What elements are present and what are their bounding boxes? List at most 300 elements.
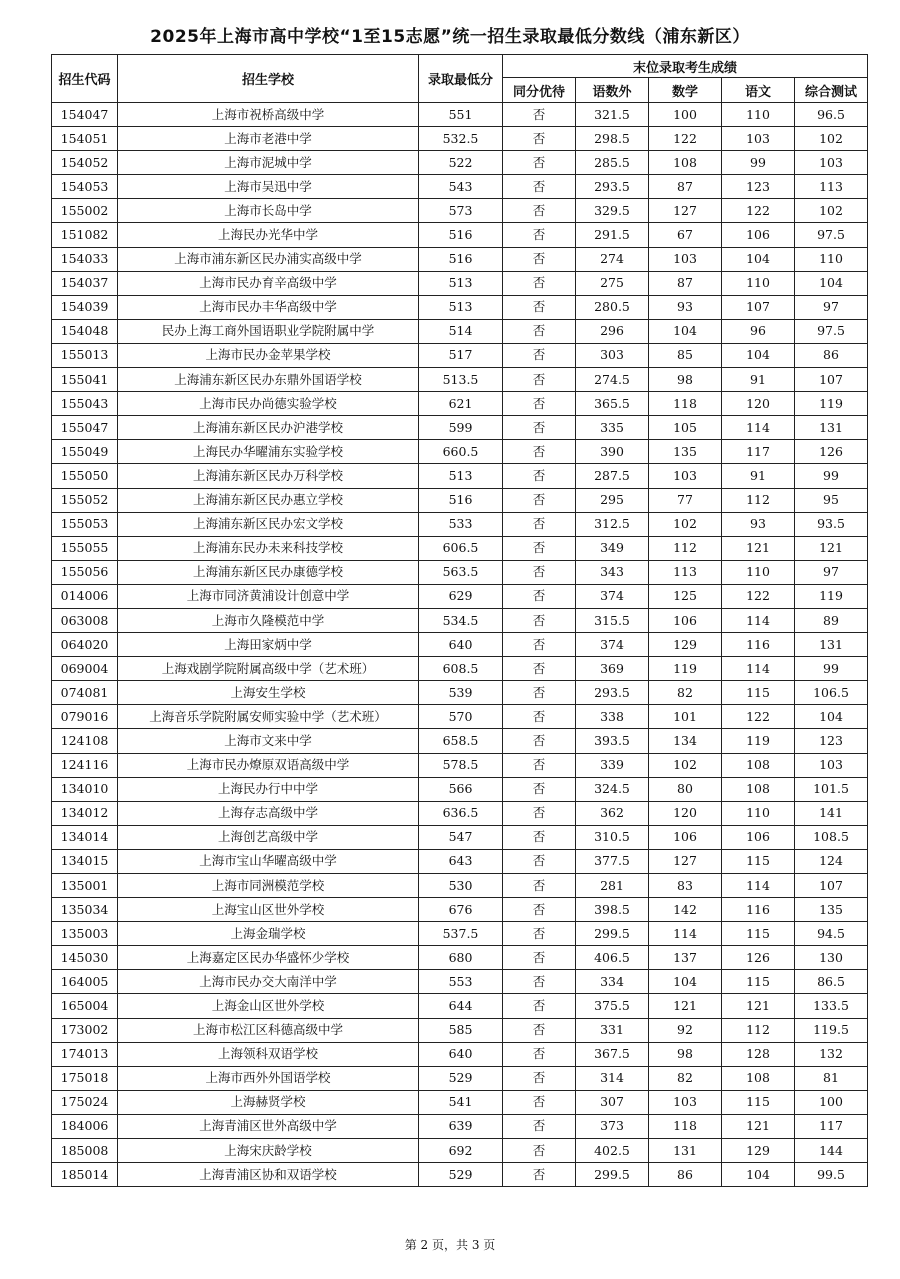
cell-yushuwai: 339	[576, 753, 649, 777]
cell-chinese: 96	[722, 319, 795, 343]
cell-chinese: 117	[722, 440, 795, 464]
cell-math: 101	[649, 705, 722, 729]
header-tie: 同分优待	[503, 78, 576, 103]
cell-school: 上海领科双语学校	[118, 1042, 419, 1066]
cell-chinese: 129	[722, 1139, 795, 1163]
cell-tie: 否	[503, 657, 576, 681]
cell-code: 079016	[52, 705, 118, 729]
cell-chinese: 112	[722, 1018, 795, 1042]
cell-math: 98	[649, 1042, 722, 1066]
cell-math: 142	[649, 898, 722, 922]
table-row	[52, 512, 868, 536]
cell-min-score: 643	[419, 849, 503, 873]
cell-tie: 否	[503, 874, 576, 898]
table-row	[52, 536, 868, 560]
cell-math: 87	[649, 175, 722, 199]
header-chinese: 语文	[722, 78, 795, 103]
cell-yushuwai: 374	[576, 633, 649, 657]
cell-comprehensive: 121	[795, 536, 868, 560]
cell-yushuwai: 331	[576, 1018, 649, 1042]
cell-tie: 否	[503, 1018, 576, 1042]
cell-code: 155002	[52, 199, 118, 223]
cell-chinese: 108	[722, 777, 795, 801]
cell-yushuwai: 374	[576, 584, 649, 608]
cell-chinese: 99	[722, 151, 795, 175]
cell-school: 上海市同济黄浦设计创意中学	[118, 584, 419, 608]
cell-chinese: 115	[722, 1090, 795, 1114]
cell-comprehensive: 100	[795, 1090, 868, 1114]
cell-min-score: 606.5	[419, 536, 503, 560]
table-row	[52, 1114, 868, 1138]
cell-school: 上海戏剧学院附属高级中学（艺术班）	[118, 657, 419, 681]
cell-tie: 否	[503, 777, 576, 801]
cell-min-score: 537.5	[419, 922, 503, 946]
cell-min-score: 599	[419, 416, 503, 440]
cell-tie: 否	[503, 705, 576, 729]
cell-tie: 否	[503, 151, 576, 175]
cell-yushuwai: 349	[576, 536, 649, 560]
cell-tie: 否	[503, 1114, 576, 1138]
cell-min-score: 541	[419, 1090, 503, 1114]
cell-min-score: 585	[419, 1018, 503, 1042]
page-title: 2025年上海市高中学校“1至15志愿”统一招生录取最低分数线（浦东新区）	[150, 27, 750, 47]
cell-yushuwai: 295	[576, 488, 649, 512]
table-row	[52, 584, 868, 608]
cell-comprehensive: 106.5	[795, 681, 868, 705]
cell-school: 上海市同洲模范学校	[118, 874, 419, 898]
cell-code: 154037	[52, 271, 118, 295]
cell-comprehensive: 144	[795, 1139, 868, 1163]
cell-yushuwai: 329.5	[576, 199, 649, 223]
cell-tie: 否	[503, 753, 576, 777]
cell-code: 155049	[52, 440, 118, 464]
cell-code: 185014	[52, 1163, 118, 1187]
cell-min-score: 692	[419, 1139, 503, 1163]
cell-comprehensive: 81	[795, 1066, 868, 1090]
cell-tie: 否	[503, 922, 576, 946]
cell-comprehensive: 131	[795, 633, 868, 657]
cell-school: 上海金瑞学校	[118, 922, 419, 946]
cell-comprehensive: 86	[795, 343, 868, 367]
cell-school: 上海市久隆模范中学	[118, 608, 419, 632]
cell-chinese: 114	[722, 608, 795, 632]
cell-tie: 否	[503, 103, 576, 127]
cell-code: 135001	[52, 874, 118, 898]
cell-min-score: 570	[419, 705, 503, 729]
cell-comprehensive: 119	[795, 584, 868, 608]
table-row	[52, 1066, 868, 1090]
cell-yushuwai: 373	[576, 1114, 649, 1138]
cell-comprehensive: 141	[795, 801, 868, 825]
table-row	[52, 271, 868, 295]
table-row	[52, 898, 868, 922]
cell-min-score: 522	[419, 151, 503, 175]
cell-school: 上海市宝山华曜高级中学	[118, 849, 419, 873]
cell-yushuwai: 275	[576, 271, 649, 295]
header-school: 招生学校	[118, 55, 419, 103]
cell-tie: 否	[503, 801, 576, 825]
cell-math: 104	[649, 970, 722, 994]
cell-min-score: 629	[419, 584, 503, 608]
cell-code: 155052	[52, 488, 118, 512]
cell-min-score: 551	[419, 103, 503, 127]
cell-comprehensive: 96.5	[795, 103, 868, 127]
cell-tie: 否	[503, 970, 576, 994]
cell-tie: 否	[503, 1066, 576, 1090]
cell-math: 112	[649, 536, 722, 560]
cell-code: 124108	[52, 729, 118, 753]
table-row	[52, 801, 868, 825]
cell-min-score: 640	[419, 633, 503, 657]
cell-math: 127	[649, 849, 722, 873]
cell-yushuwai: 296	[576, 319, 649, 343]
cell-yushuwai: 293.5	[576, 175, 649, 199]
table-row	[52, 753, 868, 777]
table-row	[52, 922, 868, 946]
cell-tie: 否	[503, 729, 576, 753]
table-row	[52, 946, 868, 970]
cell-school: 上海市民办交大南洋中学	[118, 970, 419, 994]
cell-math: 137	[649, 946, 722, 970]
cell-min-score: 539	[419, 681, 503, 705]
cell-tie: 否	[503, 898, 576, 922]
cell-math: 85	[649, 343, 722, 367]
cell-code: 135003	[52, 922, 118, 946]
cell-math: 131	[649, 1139, 722, 1163]
cell-yushuwai: 314	[576, 1066, 649, 1090]
cell-chinese: 93	[722, 512, 795, 536]
cell-tie: 否	[503, 584, 576, 608]
cell-chinese: 126	[722, 946, 795, 970]
cell-chinese: 119	[722, 729, 795, 753]
cell-chinese: 128	[722, 1042, 795, 1066]
cell-comprehensive: 99	[795, 464, 868, 488]
cell-math: 125	[649, 584, 722, 608]
cell-tie: 否	[503, 416, 576, 440]
table-row	[52, 705, 868, 729]
cell-yushuwai: 375.5	[576, 994, 649, 1018]
cell-min-score: 517	[419, 343, 503, 367]
cell-min-score: 660.5	[419, 440, 503, 464]
cell-yushuwai: 274.5	[576, 368, 649, 392]
cell-min-score: 639	[419, 1114, 503, 1138]
cell-comprehensive: 89	[795, 608, 868, 632]
cell-min-score: 516	[419, 223, 503, 247]
cell-min-score: 636.5	[419, 801, 503, 825]
cell-school: 上海浦东新区民办惠立学校	[118, 488, 419, 512]
cell-code: 175024	[52, 1090, 118, 1114]
cell-school: 上海市民办育辛高级中学	[118, 271, 419, 295]
header-math: 数学	[649, 78, 722, 103]
cell-math: 80	[649, 777, 722, 801]
cell-math: 108	[649, 151, 722, 175]
cell-yushuwai: 293.5	[576, 681, 649, 705]
cell-tie: 否	[503, 1139, 576, 1163]
table-row	[52, 319, 868, 343]
cell-tie: 否	[503, 849, 576, 873]
cell-math: 93	[649, 295, 722, 319]
cell-comprehensive: 123	[795, 729, 868, 753]
cell-yushuwai: 367.5	[576, 1042, 649, 1066]
table-row	[52, 416, 868, 440]
cell-chinese: 91	[722, 464, 795, 488]
cell-school: 上海青浦区协和双语学校	[118, 1163, 419, 1187]
cell-comprehensive: 131	[795, 416, 868, 440]
cell-chinese: 110	[722, 560, 795, 584]
cell-chinese: 110	[722, 103, 795, 127]
cell-min-score: 516	[419, 247, 503, 271]
cell-code: 154048	[52, 319, 118, 343]
cell-tie: 否	[503, 1163, 576, 1187]
cell-comprehensive: 119.5	[795, 1018, 868, 1042]
header-comprehensive: 综合测试	[795, 78, 868, 103]
cell-code: 155056	[52, 560, 118, 584]
cell-math: 103	[649, 464, 722, 488]
cell-math: 113	[649, 560, 722, 584]
cell-tie: 否	[503, 1090, 576, 1114]
cell-yushuwai: 334	[576, 970, 649, 994]
cell-tie: 否	[503, 175, 576, 199]
cell-school: 上海市泥城中学	[118, 151, 419, 175]
cell-school: 上海市长岛中学	[118, 199, 419, 223]
cell-tie: 否	[503, 343, 576, 367]
cell-school: 上海市文来中学	[118, 729, 419, 753]
cell-yushuwai: 365.5	[576, 392, 649, 416]
cell-chinese: 110	[722, 801, 795, 825]
cell-math: 83	[649, 874, 722, 898]
cell-comprehensive: 99.5	[795, 1163, 868, 1187]
cell-school: 上海市西外外国语学校	[118, 1066, 419, 1090]
cell-school: 上海民办行中中学	[118, 777, 419, 801]
cell-school: 上海青浦区世外高级中学	[118, 1114, 419, 1138]
cell-school: 上海宝山区世外学校	[118, 898, 419, 922]
cell-min-score: 640	[419, 1042, 503, 1066]
cell-tie: 否	[503, 199, 576, 223]
cell-chinese: 121	[722, 536, 795, 560]
cell-tie: 否	[503, 247, 576, 271]
cell-tie: 否	[503, 440, 576, 464]
table-row	[52, 1090, 868, 1114]
table-row	[52, 608, 868, 632]
table-row	[52, 970, 868, 994]
cell-code: 134010	[52, 777, 118, 801]
cell-chinese: 91	[722, 368, 795, 392]
cell-min-score: 547	[419, 825, 503, 849]
cell-chinese: 114	[722, 657, 795, 681]
table-row	[52, 849, 868, 873]
cell-math: 92	[649, 1018, 722, 1042]
cell-min-score: 513	[419, 271, 503, 295]
cell-code: 145030	[52, 946, 118, 970]
cell-min-score: 529	[419, 1066, 503, 1090]
cell-chinese: 120	[722, 392, 795, 416]
table-row	[52, 657, 868, 681]
cell-comprehensive: 93.5	[795, 512, 868, 536]
cell-code: 184006	[52, 1114, 118, 1138]
cell-yushuwai: 398.5	[576, 898, 649, 922]
cell-comprehensive: 95	[795, 488, 868, 512]
cell-tie: 否	[503, 319, 576, 343]
cell-school: 上海宋庆龄学校	[118, 1139, 419, 1163]
cell-comprehensive: 97	[795, 295, 868, 319]
cell-tie: 否	[503, 946, 576, 970]
cell-chinese: 110	[722, 271, 795, 295]
cell-code: 134015	[52, 849, 118, 873]
cell-math: 102	[649, 753, 722, 777]
cell-comprehensive: 99	[795, 657, 868, 681]
cell-code: 155055	[52, 536, 118, 560]
cell-chinese: 122	[722, 199, 795, 223]
cell-code: 154051	[52, 127, 118, 151]
cell-comprehensive: 113	[795, 175, 868, 199]
cell-math: 114	[649, 922, 722, 946]
cell-yushuwai: 285.5	[576, 151, 649, 175]
cell-min-score: 513	[419, 464, 503, 488]
cell-yushuwai: 369	[576, 657, 649, 681]
cell-code: 173002	[52, 1018, 118, 1042]
cell-yushuwai: 280.5	[576, 295, 649, 319]
cell-yushuwai: 362	[576, 801, 649, 825]
cell-chinese: 103	[722, 127, 795, 151]
cell-min-score: 543	[419, 175, 503, 199]
cell-chinese: 104	[722, 247, 795, 271]
cell-yushuwai: 291.5	[576, 223, 649, 247]
cell-school: 上海创艺高级中学	[118, 825, 419, 849]
cell-math: 98	[649, 368, 722, 392]
cell-school: 上海浦东新区民办沪港学校	[118, 416, 419, 440]
cell-yushuwai: 303	[576, 343, 649, 367]
cell-chinese: 122	[722, 705, 795, 729]
cell-yushuwai: 377.5	[576, 849, 649, 873]
cell-comprehensive: 97	[795, 560, 868, 584]
cell-min-score: 680	[419, 946, 503, 970]
table-row	[52, 343, 868, 367]
cell-chinese: 115	[722, 849, 795, 873]
cell-tie: 否	[503, 633, 576, 657]
cell-code: 155053	[52, 512, 118, 536]
cell-math: 121	[649, 994, 722, 1018]
cell-comprehensive: 86.5	[795, 970, 868, 994]
cell-math: 86	[649, 1163, 722, 1187]
header-yushuwai: 语数外	[576, 78, 649, 103]
table-row	[52, 729, 868, 753]
cell-yushuwai: 343	[576, 560, 649, 584]
cell-chinese: 104	[722, 1163, 795, 1187]
cell-min-score: 621	[419, 392, 503, 416]
table-row	[52, 151, 868, 175]
table-row	[52, 247, 868, 271]
cell-code: 151082	[52, 223, 118, 247]
cell-tie: 否	[503, 127, 576, 151]
cell-school: 上海市老港中学	[118, 127, 419, 151]
cell-min-score: 566	[419, 777, 503, 801]
cell-chinese: 121	[722, 1114, 795, 1138]
cell-chinese: 114	[722, 416, 795, 440]
page-footer: 第 2 页，共 3 页	[404, 1238, 496, 1252]
cell-comprehensive: 102	[795, 127, 868, 151]
cell-min-score: 578.5	[419, 753, 503, 777]
cell-math: 122	[649, 127, 722, 151]
cell-school: 民办上海工商外国语职业学院附属中学	[118, 319, 419, 343]
cell-chinese: 116	[722, 633, 795, 657]
cell-chinese: 108	[722, 1066, 795, 1090]
cell-yushuwai: 310.5	[576, 825, 649, 849]
cell-chinese: 106	[722, 825, 795, 849]
table-row	[52, 464, 868, 488]
cell-math: 135	[649, 440, 722, 464]
cell-tie: 否	[503, 488, 576, 512]
cell-chinese: 116	[722, 898, 795, 922]
cell-comprehensive: 126	[795, 440, 868, 464]
cell-tie: 否	[503, 608, 576, 632]
cell-comprehensive: 130	[795, 946, 868, 970]
cell-min-score: 530	[419, 874, 503, 898]
header-last-group: 末位录取考生成绩	[503, 55, 868, 78]
cell-comprehensive: 124	[795, 849, 868, 873]
cell-math: 106	[649, 825, 722, 849]
cell-yushuwai: 299.5	[576, 922, 649, 946]
cell-tie: 否	[503, 271, 576, 295]
cell-school: 上海安生学校	[118, 681, 419, 705]
table-row	[52, 994, 868, 1018]
cell-math: 87	[649, 271, 722, 295]
cell-chinese: 115	[722, 922, 795, 946]
cell-code: 154052	[52, 151, 118, 175]
table-row	[52, 295, 868, 319]
cell-code: 154039	[52, 295, 118, 319]
cell-code: 155041	[52, 368, 118, 392]
cell-code: 134014	[52, 825, 118, 849]
cell-comprehensive: 132	[795, 1042, 868, 1066]
cell-tie: 否	[503, 223, 576, 247]
cell-math: 129	[649, 633, 722, 657]
cell-chinese: 107	[722, 295, 795, 319]
cell-yushuwai: 321.5	[576, 103, 649, 127]
cell-code: 064020	[52, 633, 118, 657]
cell-comprehensive: 97.5	[795, 319, 868, 343]
cell-code: 164005	[52, 970, 118, 994]
cell-school: 上海市松江区科德高级中学	[118, 1018, 419, 1042]
cell-code: 154047	[52, 103, 118, 127]
cell-code: 155043	[52, 392, 118, 416]
cell-yushuwai: 299.5	[576, 1163, 649, 1187]
cell-math: 127	[649, 199, 722, 223]
cell-yushuwai: 315.5	[576, 608, 649, 632]
table-row	[52, 874, 868, 898]
cell-math: 104	[649, 319, 722, 343]
cell-math: 82	[649, 681, 722, 705]
cell-min-score: 644	[419, 994, 503, 1018]
cell-school: 上海市民办尚德实验学校	[118, 392, 419, 416]
cell-comprehensive: 101.5	[795, 777, 868, 801]
cell-school: 上海市民办丰华高级中学	[118, 295, 419, 319]
cell-yushuwai: 402.5	[576, 1139, 649, 1163]
cell-comprehensive: 108.5	[795, 825, 868, 849]
cell-tie: 否	[503, 392, 576, 416]
cell-school: 上海民办光华中学	[118, 223, 419, 247]
table-row	[52, 392, 868, 416]
cell-math: 105	[649, 416, 722, 440]
cell-min-score: 514	[419, 319, 503, 343]
table-row	[52, 175, 868, 199]
cell-code: 074081	[52, 681, 118, 705]
cell-tie: 否	[503, 994, 576, 1018]
table-row	[52, 1018, 868, 1042]
cell-comprehensive: 110	[795, 247, 868, 271]
cell-math: 100	[649, 103, 722, 127]
cell-chinese: 108	[722, 753, 795, 777]
cell-comprehensive: 94.5	[795, 922, 868, 946]
